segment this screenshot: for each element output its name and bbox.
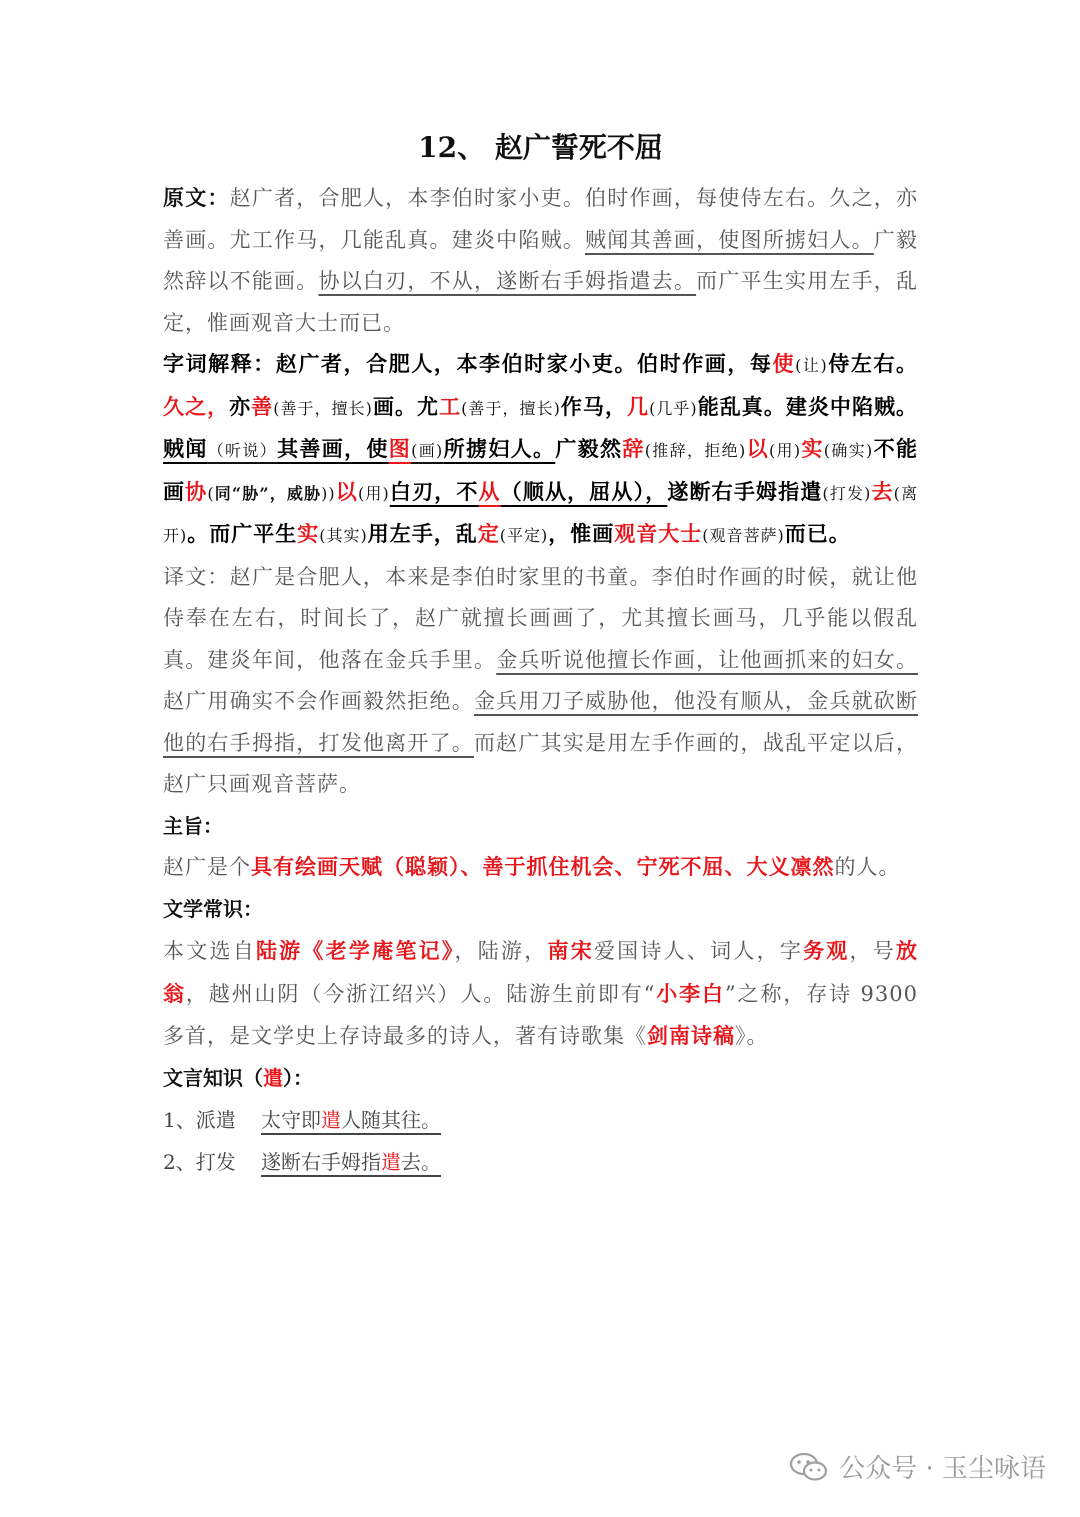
classical-heading: 文言知识（遣）：: [163, 1065, 313, 1090]
example-row-2: 2、打发 遂断右手姆指遣去。: [163, 1150, 441, 1174]
original-underline-2: 协以白刃，不从，遂断右手姆指遣去。: [318, 269, 697, 293]
theme-text: 赵广是个具有绘画天赋（聪颖）、善于抓住机会、宁死不屈、大义凛然的人。: [163, 855, 901, 879]
original-text: 原文：赵广者，合肥人，本李伯时家小吏。伯时作画，每使侍左右。久之，亦善画。尤工作马，几能乱真。建炎中陷贼。贼闻其善画，使图所掳妇人。广毅然辞以不能画。协以白刃，不从，遂断右手姆指遣去。而广平生实用左手，乱定，惟画观音大士而已。: [163, 186, 919, 335]
original-underline-1: 贼闻其善画，使图所掳妇人。: [585, 227, 874, 252]
translation-underline-2: 金兵用刀子威胁他，他没有顺从，金兵就砍断他的右手拇指，打发他离开了。: [163, 689, 918, 755]
gloss-text: 字词解释：赵广者，合肥人，本李伯时家小吏。伯时作画，每使(让)侍左右。久之，亦善(善于，擅长)画。尤工(善于，擅长)作马，几(几乎)能乱真。建炎中陷贼。贼闻（听说）其善画，使图(画)所掳妇人。广毅然辞(推辞，拒绝)以(用)实(确实)不能画协(同“胁”，威胁))以(用)白刃，不从（顺从，屈从），遂断右手姆指遣(打发)去(离开)。而广平生实(其实)用左手，乱定(平定)，惟画观音大士(观音菩萨)而已。: [163, 352, 919, 546]
literature-text: 本文选自陆游《老学庵笔记》，陆游，南宋爱国诗人、词人，字务观，号放翁，越州山阴（今浙江绍兴）人。陆游生前即有“小李白”之称，存诗 9300 多首，是文学史上存诗最多的诗人，著有诗歌集《剑南诗稿》。: [163, 938, 918, 1048]
footer-text: 公众号 · 玉尘咏语: [839, 1454, 1046, 1484]
example-row-1: 1、派遣 太守即遣人随其往。: [163, 1108, 441, 1132]
document-page: [163, 128, 918, 1183]
translation-underline-1: 金兵听说他擅长作画，让他画抓来的妇女。: [496, 647, 919, 672]
theme-heading: 主旨：: [163, 813, 223, 838]
translation-text: 译文：赵广是合肥人，本来是李伯时家里的书童。李伯时作画的时候，就让他侍奉在左右，时间长了，赵广就擅长画画了，尤其擅长画马，几乎能以假乱真。建炎年间，他落在金兵手里。金兵听说他擅长作画，让他画抓来的妇女。赵广用确实不会作画毅然拒绝。金兵用刀子威胁他，他没有顺从，金兵就砍断他的右手拇指，打发他离开了。而赵广其实是用左手作画的，战乱平定以后，赵广只画观音菩萨。: [163, 564, 919, 796]
wechat-icon: [789, 1452, 829, 1482]
footer-watermark: [789, 1448, 1046, 1485]
page-title: 12、 赵广誓死不屈: [418, 131, 663, 164]
original-label: 原文：: [163, 186, 230, 210]
literature-heading: 文学常识：: [163, 896, 263, 921]
gloss-label: 字词解释：: [163, 352, 276, 376]
